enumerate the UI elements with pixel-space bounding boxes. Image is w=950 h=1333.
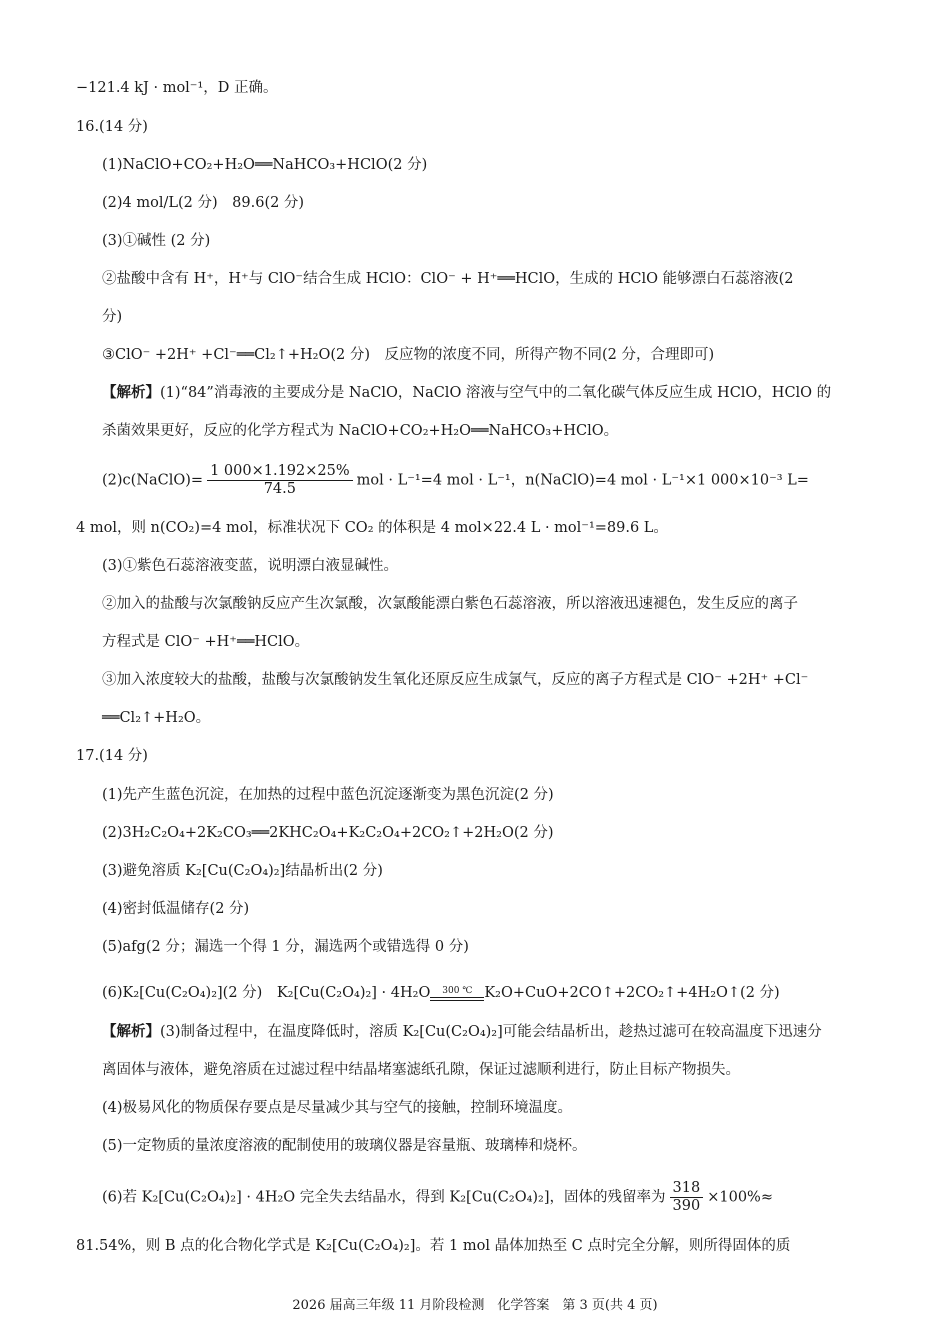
analysis-17-line-4: (5)一定物质的量浓度溶液的配制使用的玻璃仪器是容量瓶、玻璃棒和烧杯。: [102, 1138, 587, 1154]
fraction: [670, 1180, 704, 1215]
answer-16-3-2: ②盐酸中含有 H⁺，H⁺与 ClO⁻结合生成 HClO：ClO⁻ + H⁺══HClO，生成的 HClO 能够漂白石蕊溶液(2: [102, 271, 794, 287]
fraction-numerator: 1 000×1.192×25%: [207, 463, 353, 481]
page-footer: 2026 届高三年级 11 月阶段检测 化学答案 第 3 页(共 4 页): [292, 1298, 658, 1313]
analysis-17-line-1: 【解析】(3)制备过程中，在温度降低时，溶质 K₂[Cu(C₂O₄)₂]可能会结晶析出，趁热过滤可在较高温度下迅速分: [102, 1023, 822, 1040]
analysis-16-line-2: 杀菌效果更好，反应的化学方程式为 NaClO+CO₂+H₂O══NaHCO₃+HClO。: [102, 423, 619, 439]
analysis-16-line-5: ②加入的盐酸与次氯酸钠反应产生次氯酸，次氯酸能漂白紫色石蕊溶液，所以溶液迅速褪色，发生反应的离子: [102, 596, 798, 612]
answer-16-1: (1)NaClO+CO₂+H₂O══NaHCO₃+HClO(2 分): [102, 157, 428, 173]
fraction: [207, 463, 353, 498]
fraction-denominator: 390: [672, 1198, 701, 1214]
answer-16-3-2-cont: 分): [102, 309, 123, 325]
question-16-heading: 16.(14 分): [76, 119, 148, 135]
analysis-label: 【解析】: [102, 384, 160, 401]
answer-17-3: (3)避免溶质 K₂[Cu(C₂O₄)₂]结晶析出(2 分): [102, 863, 383, 879]
analysis-17-line-5: [102, 1180, 773, 1215]
equals-sign: [430, 997, 484, 1001]
answer-16-2: (2)4 mol/L(2 分) 89.6(2 分): [102, 195, 305, 211]
answer-17-6-products: K₂O+CuO+2CO↑+2CO₂↑+4H₂O↑(2 分): [484, 985, 780, 1001]
analysis-16-line-8: ══Cl₂↑+H₂O。: [102, 710, 211, 726]
analysis-label: 【解析】: [102, 1023, 160, 1040]
answer-16-3-3: ③ClO⁻ +2H⁺ +Cl⁻══Cl₂↑+H₂O(2 分) 反应物的浓度不同，所得产物不同(2 分，合理即可): [102, 347, 715, 363]
calc-prefix: (2)c(NaClO)=: [102, 472, 204, 489]
analysis-17-6-prefix: (6)若 K₂[Cu(C₂O₄)₂] · 4H₂O 完全失去结晶水，得到 K₂[Cu(C₂O₄)₂]，固体的残留率为: [102, 1189, 666, 1206]
reaction-temperature: 300 ℃: [442, 985, 473, 996]
analysis-17-line-3: (4)极易风化的物质保存要点是尽量减少其与空气的接触，控制环境温度。: [102, 1100, 573, 1116]
answer-17-4: (4)密封低温储存(2 分): [102, 901, 250, 917]
text-line: −121.4 kJ · mol⁻¹，D 正确。: [76, 80, 278, 96]
analysis-16-line-6: 方程式是 ClO⁻ +H⁺══HClO。: [102, 634, 310, 650]
answer-17-5: (5)afg(2 分；漏选一个得 1 分，漏选两个或错选得 0 分): [102, 939, 469, 955]
answer-17-6: [102, 983, 780, 1003]
analysis-16-line-3: 4 mol，则 n(CO₂)=4 mol，标准状况下 CO₂ 的体积是 4 mol×22.4 L · mol⁻¹=89.6 L。: [76, 520, 668, 536]
answer-17-6-prefix: (6)K₂[Cu(C₂O₄)₂](2 分) K₂[Cu(C₂O₄)₂] · 4H₂O: [102, 985, 431, 1001]
analysis-17-6-suffix: ×100%≈: [707, 1189, 773, 1206]
analysis-17-line-6: 81.54%，则 B 点的化合物化学式是 K₂[Cu(C₂O₄)₂]。若 1 mol 晶体加热至 C 点时完全分解，则所得固体的质: [76, 1238, 791, 1254]
reaction-condition: [430, 986, 484, 1001]
question-17-heading: 17.(14 分): [76, 748, 148, 764]
answer-16-3-1: (3)①碱性 (2 分): [102, 233, 211, 249]
answer-17-2: (2)3H₂C₂O₄+2K₂CO₃══2KHC₂O₄+K₂C₂O₄+2CO₂↑+2H₂O(2 分): [102, 825, 554, 841]
analysis-16-calc: [102, 463, 809, 498]
analysis-16-line-7: ③加入浓度较大的盐酸，盐酸与次氯酸钠发生氧化还原反应生成氯气，反应的离子方程式是 ClO⁻ +2H⁺ +Cl⁻: [102, 672, 809, 688]
analysis-17-line-2: 离固体与液体，避免溶质在过滤过程中结晶堵塞滤纸孔隙，保证过滤顺利进行，防止目标产物损失。: [102, 1062, 740, 1078]
fraction-numerator: 318: [670, 1180, 704, 1198]
calc-suffix: mol · L⁻¹=4 mol · L⁻¹，n(NaClO)=4 mol · L⁻¹×1 000×10⁻³ L=: [356, 472, 809, 489]
answer-17-1: (1)先产生蓝色沉淀，在加热的过程中蓝色沉淀逐渐变为黑色沉淀(2 分): [102, 787, 554, 803]
fraction-denominator: 74.5: [263, 481, 296, 497]
analysis-16-line-4: (3)①紫色石蕊溶液变蓝，说明漂白液显碱性。: [102, 558, 399, 574]
analysis-16-line-1: 【解析】(1)“84”消毒液的主要成分是 NaClO，NaClO 溶液与空气中的二氧化碳气体反应生成 HClO，HClO 的: [102, 384, 832, 401]
